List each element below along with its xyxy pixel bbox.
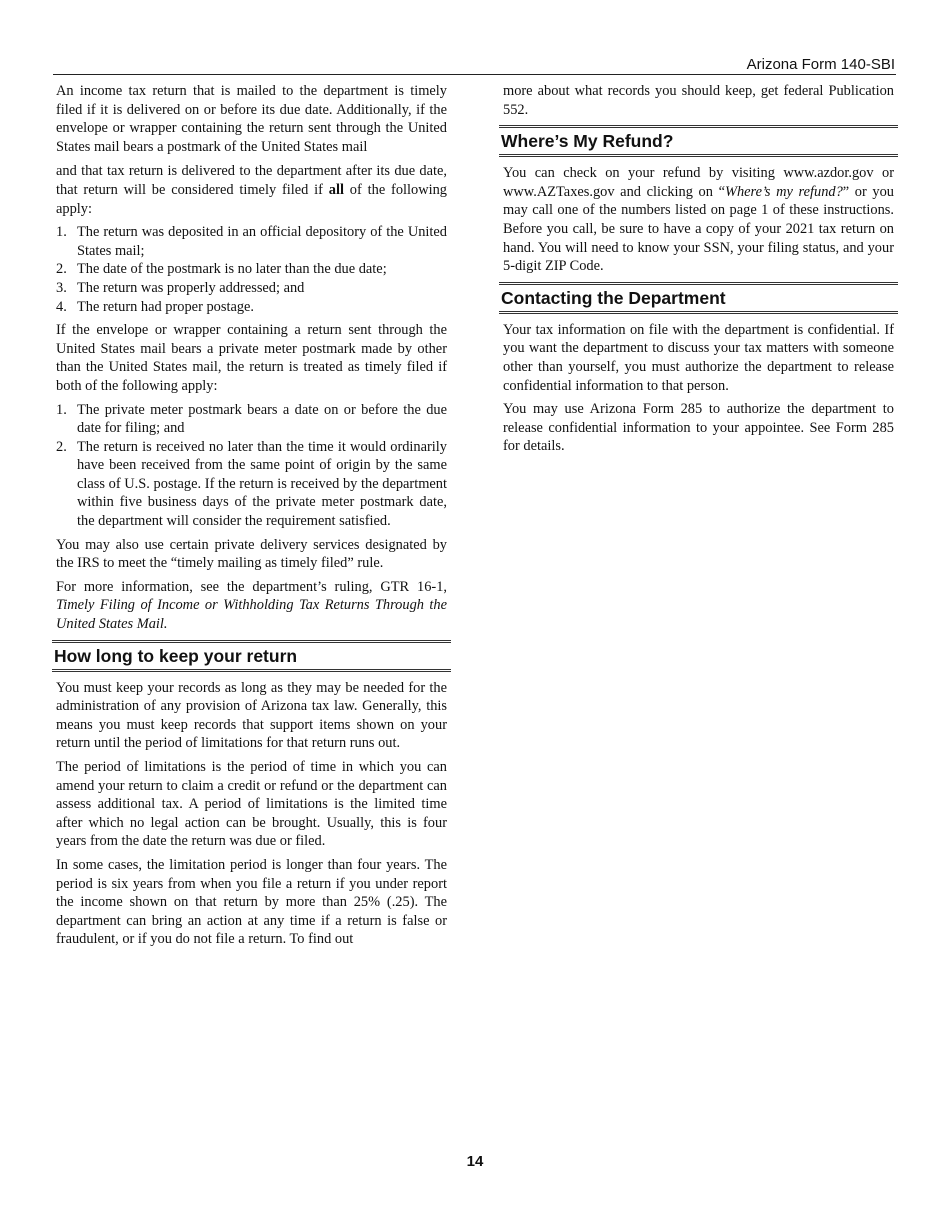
list-item bbox=[56, 223, 447, 260]
conditions-list-postmark bbox=[56, 223, 447, 316]
text: ” or you may call one of the numbers listed on page 1 of these instructions. Before you call, be sure to have a copy of your 2021 tax return on hand. You will need to know your SSN, your filing status, and your 5-digit ZIP Code. bbox=[503, 183, 894, 275]
list-text: The private meter postmark bears a date on or before the due date for filing; and bbox=[77, 401, 447, 437]
paragraph-timely-filed: An income tax return that is mailed to the department is timely filed if it is delivered on or before its due date. Additionally, if the envelope or wrapper containing the return sent through the United States mail bears a postmark of the United States mail bbox=[56, 83, 447, 155]
list-text: The return was properly addressed; and bbox=[77, 279, 305, 296]
list-item bbox=[56, 438, 447, 531]
list-text: The return is received no later than the time it would ordinarily have been received from the same point of origin by the same class of U.S. postage. If the return is received by the department within five business days of the private meter postmark date, the department will consider the requirement satisfied. bbox=[77, 438, 447, 530]
form-identifier: Arizona Form 140-SBI bbox=[746, 56, 895, 73]
right-column bbox=[503, 82, 894, 461]
header-rule bbox=[53, 74, 896, 75]
left-column bbox=[56, 82, 447, 954]
list-item bbox=[56, 260, 447, 279]
section-heading-contacting-department: Contacting the Department bbox=[499, 282, 898, 314]
paragraph-form-285: You may use Arizona Form 285 to authorize the department to release confidential information to your appointee. See Form 285 for details. bbox=[503, 401, 894, 455]
emphasis-all: all bbox=[328, 181, 344, 198]
paragraph-publication-552: more about what records you should keep, get federal Publication 552. bbox=[503, 83, 894, 118]
section-heading-wheres-my-refund: Where’s My Refund? bbox=[499, 125, 898, 157]
text: For more information, see the department’s ruling, GTR 16-1, bbox=[56, 578, 447, 595]
list-number: 4. bbox=[56, 298, 67, 315]
list-item bbox=[56, 401, 447, 438]
list-number: 2. bbox=[56, 438, 67, 455]
paragraph-confidential: Your tax information on file with the department is confidential. If you want the department to discuss your tax matters with someone other than yourself, you must authorize the department to release confidential information to that person. bbox=[503, 321, 894, 394]
ruling-title: Timely Filing of Income or Withholding Tax Returns Through the United States Mail. bbox=[56, 597, 447, 633]
list-item bbox=[56, 298, 447, 317]
paragraph-more-information bbox=[56, 578, 447, 634]
page-number: 14 bbox=[466, 1153, 484, 1170]
list-number: 3. bbox=[56, 279, 67, 296]
list-item bbox=[56, 279, 447, 298]
paragraph-private-delivery: You may also use certain private delivery services designated by the IRS to meet the “timely mailing as timely filed” rule. bbox=[56, 536, 447, 572]
list-text: The date of the postmark is no later than the due date; bbox=[77, 261, 387, 278]
paragraph-private-meter: If the envelope or wrapper containing a return sent through the United States mail bears a private meter postmark made by other than the United States mail, the return is treated as timely filed if both of the following apply: bbox=[56, 322, 447, 394]
list-number: 2. bbox=[56, 261, 67, 278]
paragraph-after-due-date bbox=[56, 162, 447, 218]
paragraph-period-of-limitations: The period of limitations is the period of time in which you can amend your return to claim a credit or refund or the department can assess additional tax. A period of limitations is the limited time after which no legal action can be brought. Usually, this is four years from the date the return was due or filed. bbox=[56, 759, 447, 850]
list-number: 1. bbox=[56, 224, 67, 241]
text: of the following apply: bbox=[56, 181, 447, 217]
list-text: The return had proper postage. bbox=[77, 298, 255, 315]
list-text: The return was deposited in an official depository of the United States mail; bbox=[77, 224, 447, 259]
paragraph-keep-records: You must keep your records as long as they may be needed for the administration of any provision of Arizona tax law. Generally, this means you must keep records that support items shown on your return until the period of limitations for that return runs out. bbox=[56, 679, 447, 752]
list-number: 1. bbox=[56, 401, 67, 418]
conditions-list-private-meter bbox=[56, 401, 447, 531]
paragraph-longer-limitation: In some cases, the limitation period is longer than four years. The period is six years from when you file a return if you under report the income shown on that return by more than 25% (.25). The department can bring an action at any time if a return is false or fraudulent, or if you do not file a return. To find out bbox=[56, 856, 447, 948]
wheres-my-refund-link-text: Where’s my refund? bbox=[724, 183, 843, 200]
text: and that tax return is delivered to the department after its due date, that return will be considered timely filed if bbox=[56, 163, 447, 198]
paragraph-check-refund bbox=[503, 164, 894, 276]
section-heading-keep-return: How long to keep your return bbox=[52, 640, 451, 672]
text: You can check on your refund by visiting www.azdor.gov or www.AZTaxes.gov and clicking on “ bbox=[503, 165, 894, 200]
